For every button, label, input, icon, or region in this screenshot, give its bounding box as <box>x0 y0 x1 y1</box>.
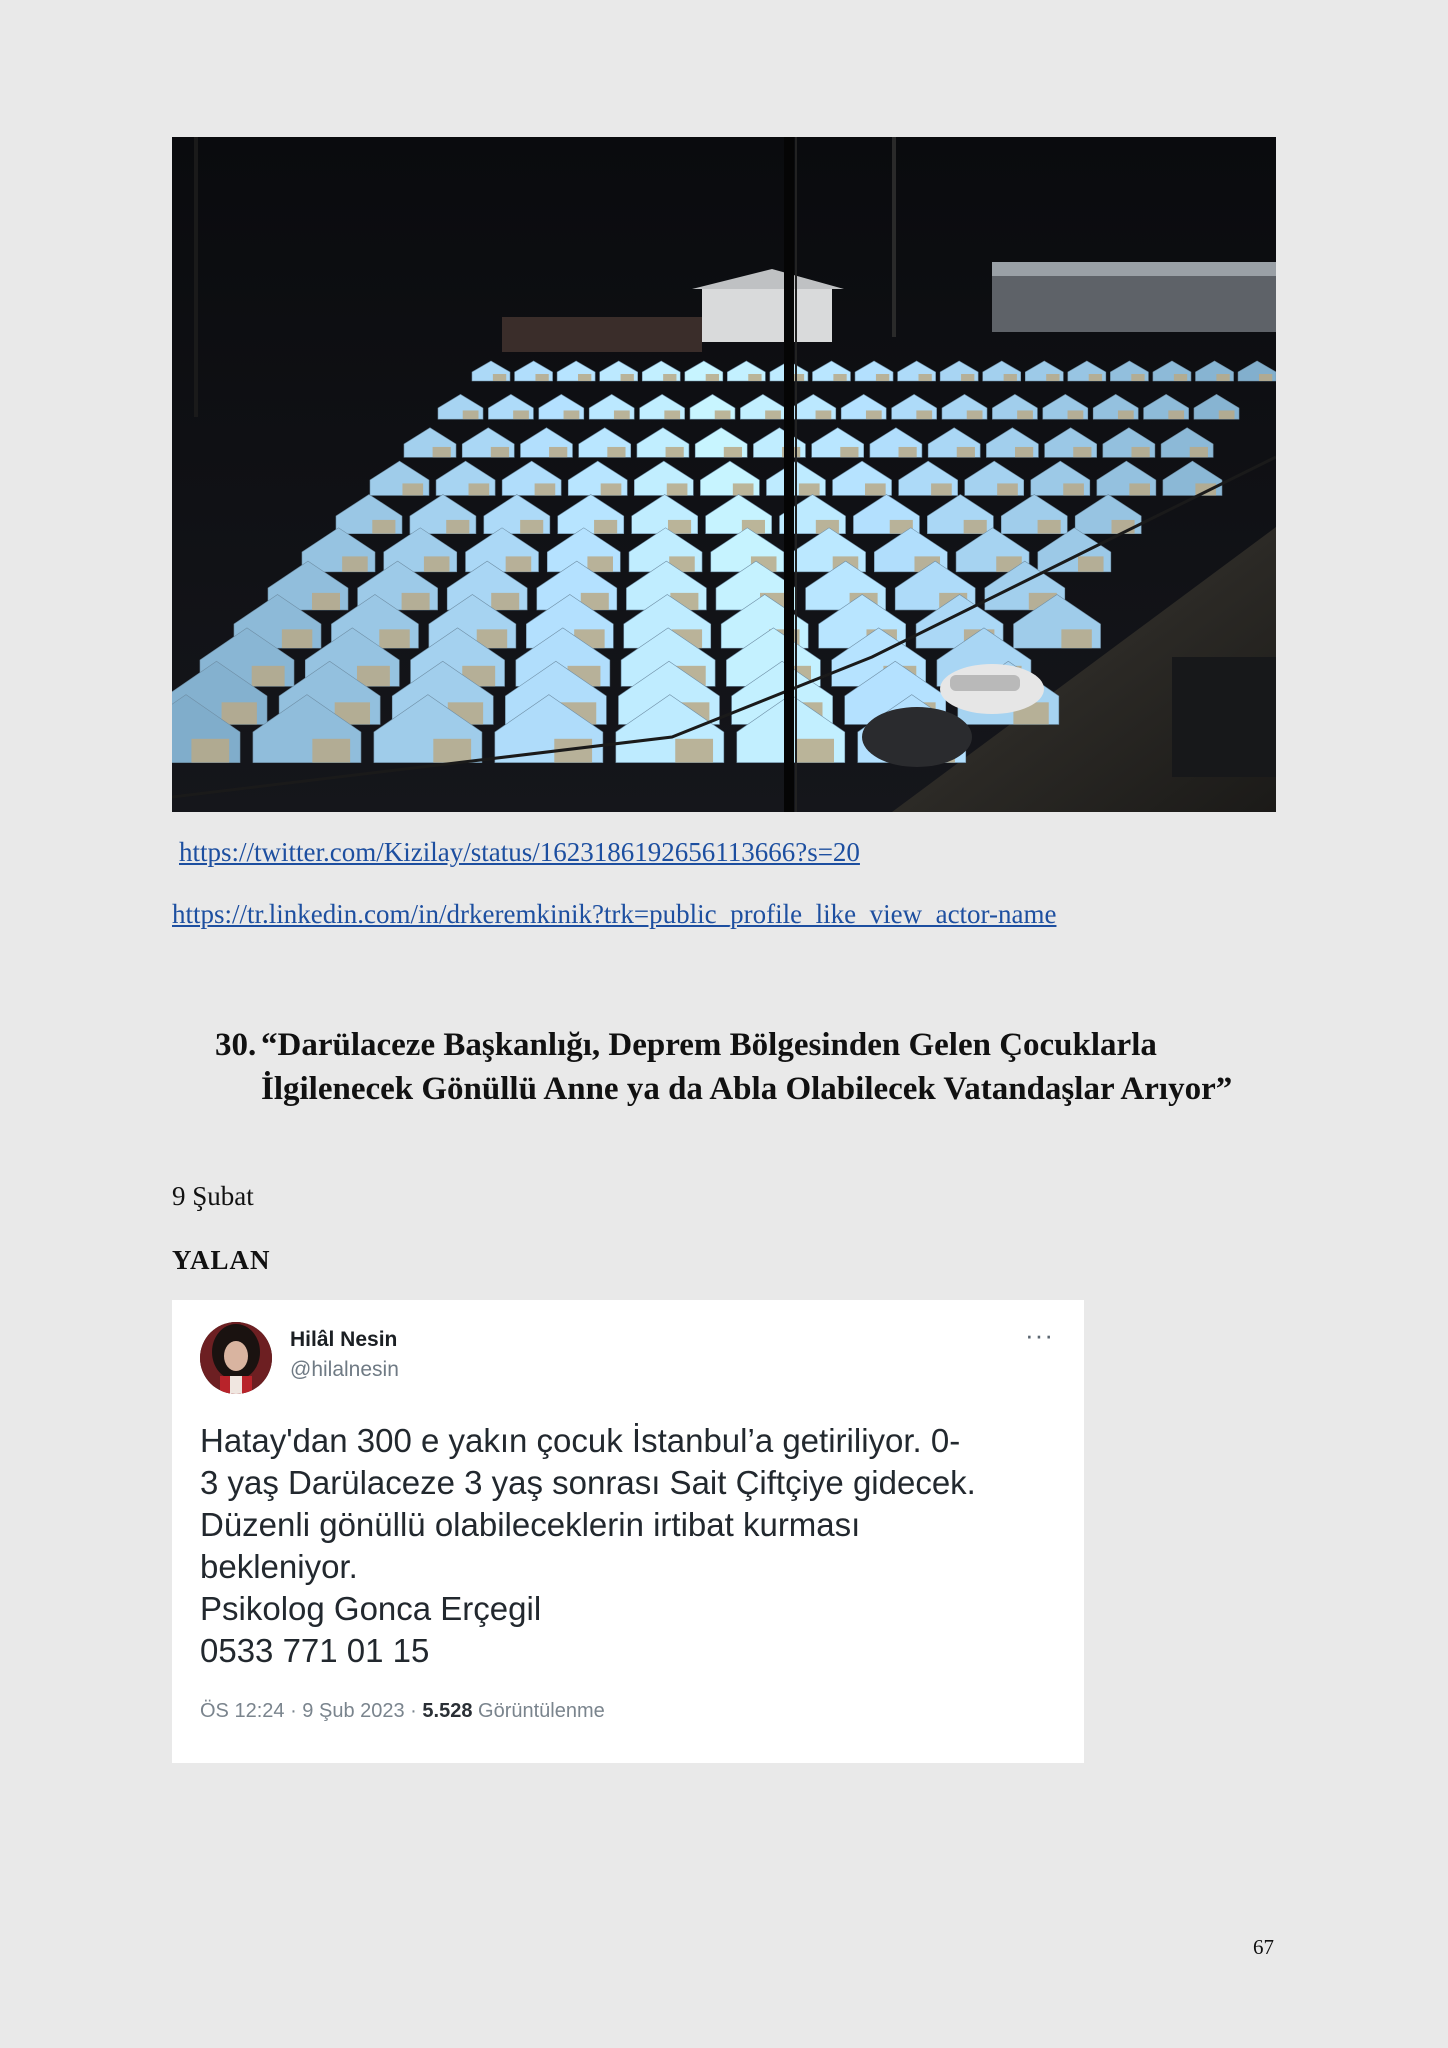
kizilay-twitter-link[interactable]: https://twitter.com/Kizilay/status/1623186192656113666?s=20 <box>179 837 860 867</box>
linkedin-profile-link[interactable]: https://tr.linkedin.com/in/drkeremkinik?trk=public_profile_like_view_actor-name <box>172 899 1057 929</box>
tweet-author-name[interactable]: Hilâl Nesin <box>290 1328 398 1351</box>
tweet-line: 0533 771 01 15 <box>200 1632 430 1669</box>
tweet-line: Hatay'dan 300 e yakın çocuk İstanbul’a getiriliyor. 0- <box>200 1422 961 1459</box>
tweet-date[interactable]: 9 Şub 2023 <box>302 1700 405 1722</box>
tweet-line: 3 yaş Darülaceze 3 yaş sonrası Sait Çiftçiye gidecek. <box>200 1464 976 1501</box>
more-options-icon[interactable]: ··· <box>1025 1320 1054 1350</box>
tweet-views-label: Görüntülenme <box>478 1700 605 1722</box>
section-title: “Darülaceze Başkanlığı, Deprem Bölgesinden Gelen Çocuklarla İlgilenecek Gönüllü Anne ya da Abla Olabilecek Vatandaşlar Arıyor” <box>261 1027 1233 1107</box>
tweet-author-handle[interactable]: @hilalnesin <box>290 1358 399 1381</box>
tweet-line: Psikolog Gonca Erçegil <box>200 1590 542 1627</box>
meta-separator: · <box>284 1700 303 1722</box>
section-heading <box>215 1023 1275 1111</box>
tweet-text <box>200 1420 1060 1672</box>
tweet-line: bekleniyor. <box>200 1548 358 1585</box>
tweet-time[interactable]: ÖS 12:24 <box>200 1700 285 1722</box>
meta-separator: · <box>404 1700 423 1722</box>
claim-date: 9 Şubat <box>172 1181 254 1211</box>
tweet-card <box>172 1300 1084 1763</box>
tweet-metadata <box>200 1700 605 1723</box>
avatar[interactable] <box>200 1322 272 1394</box>
verdict-label: YALAN <box>172 1245 271 1275</box>
section-number: 30. <box>215 1027 257 1063</box>
tweet-line: Düzenli gönüllü olabileceklerin irtibat kurması <box>200 1506 861 1543</box>
tent-camp-photo <box>172 137 1276 812</box>
page-number: 67 <box>1253 1935 1274 1959</box>
tweet-view-count: 5.528 <box>422 1700 473 1722</box>
